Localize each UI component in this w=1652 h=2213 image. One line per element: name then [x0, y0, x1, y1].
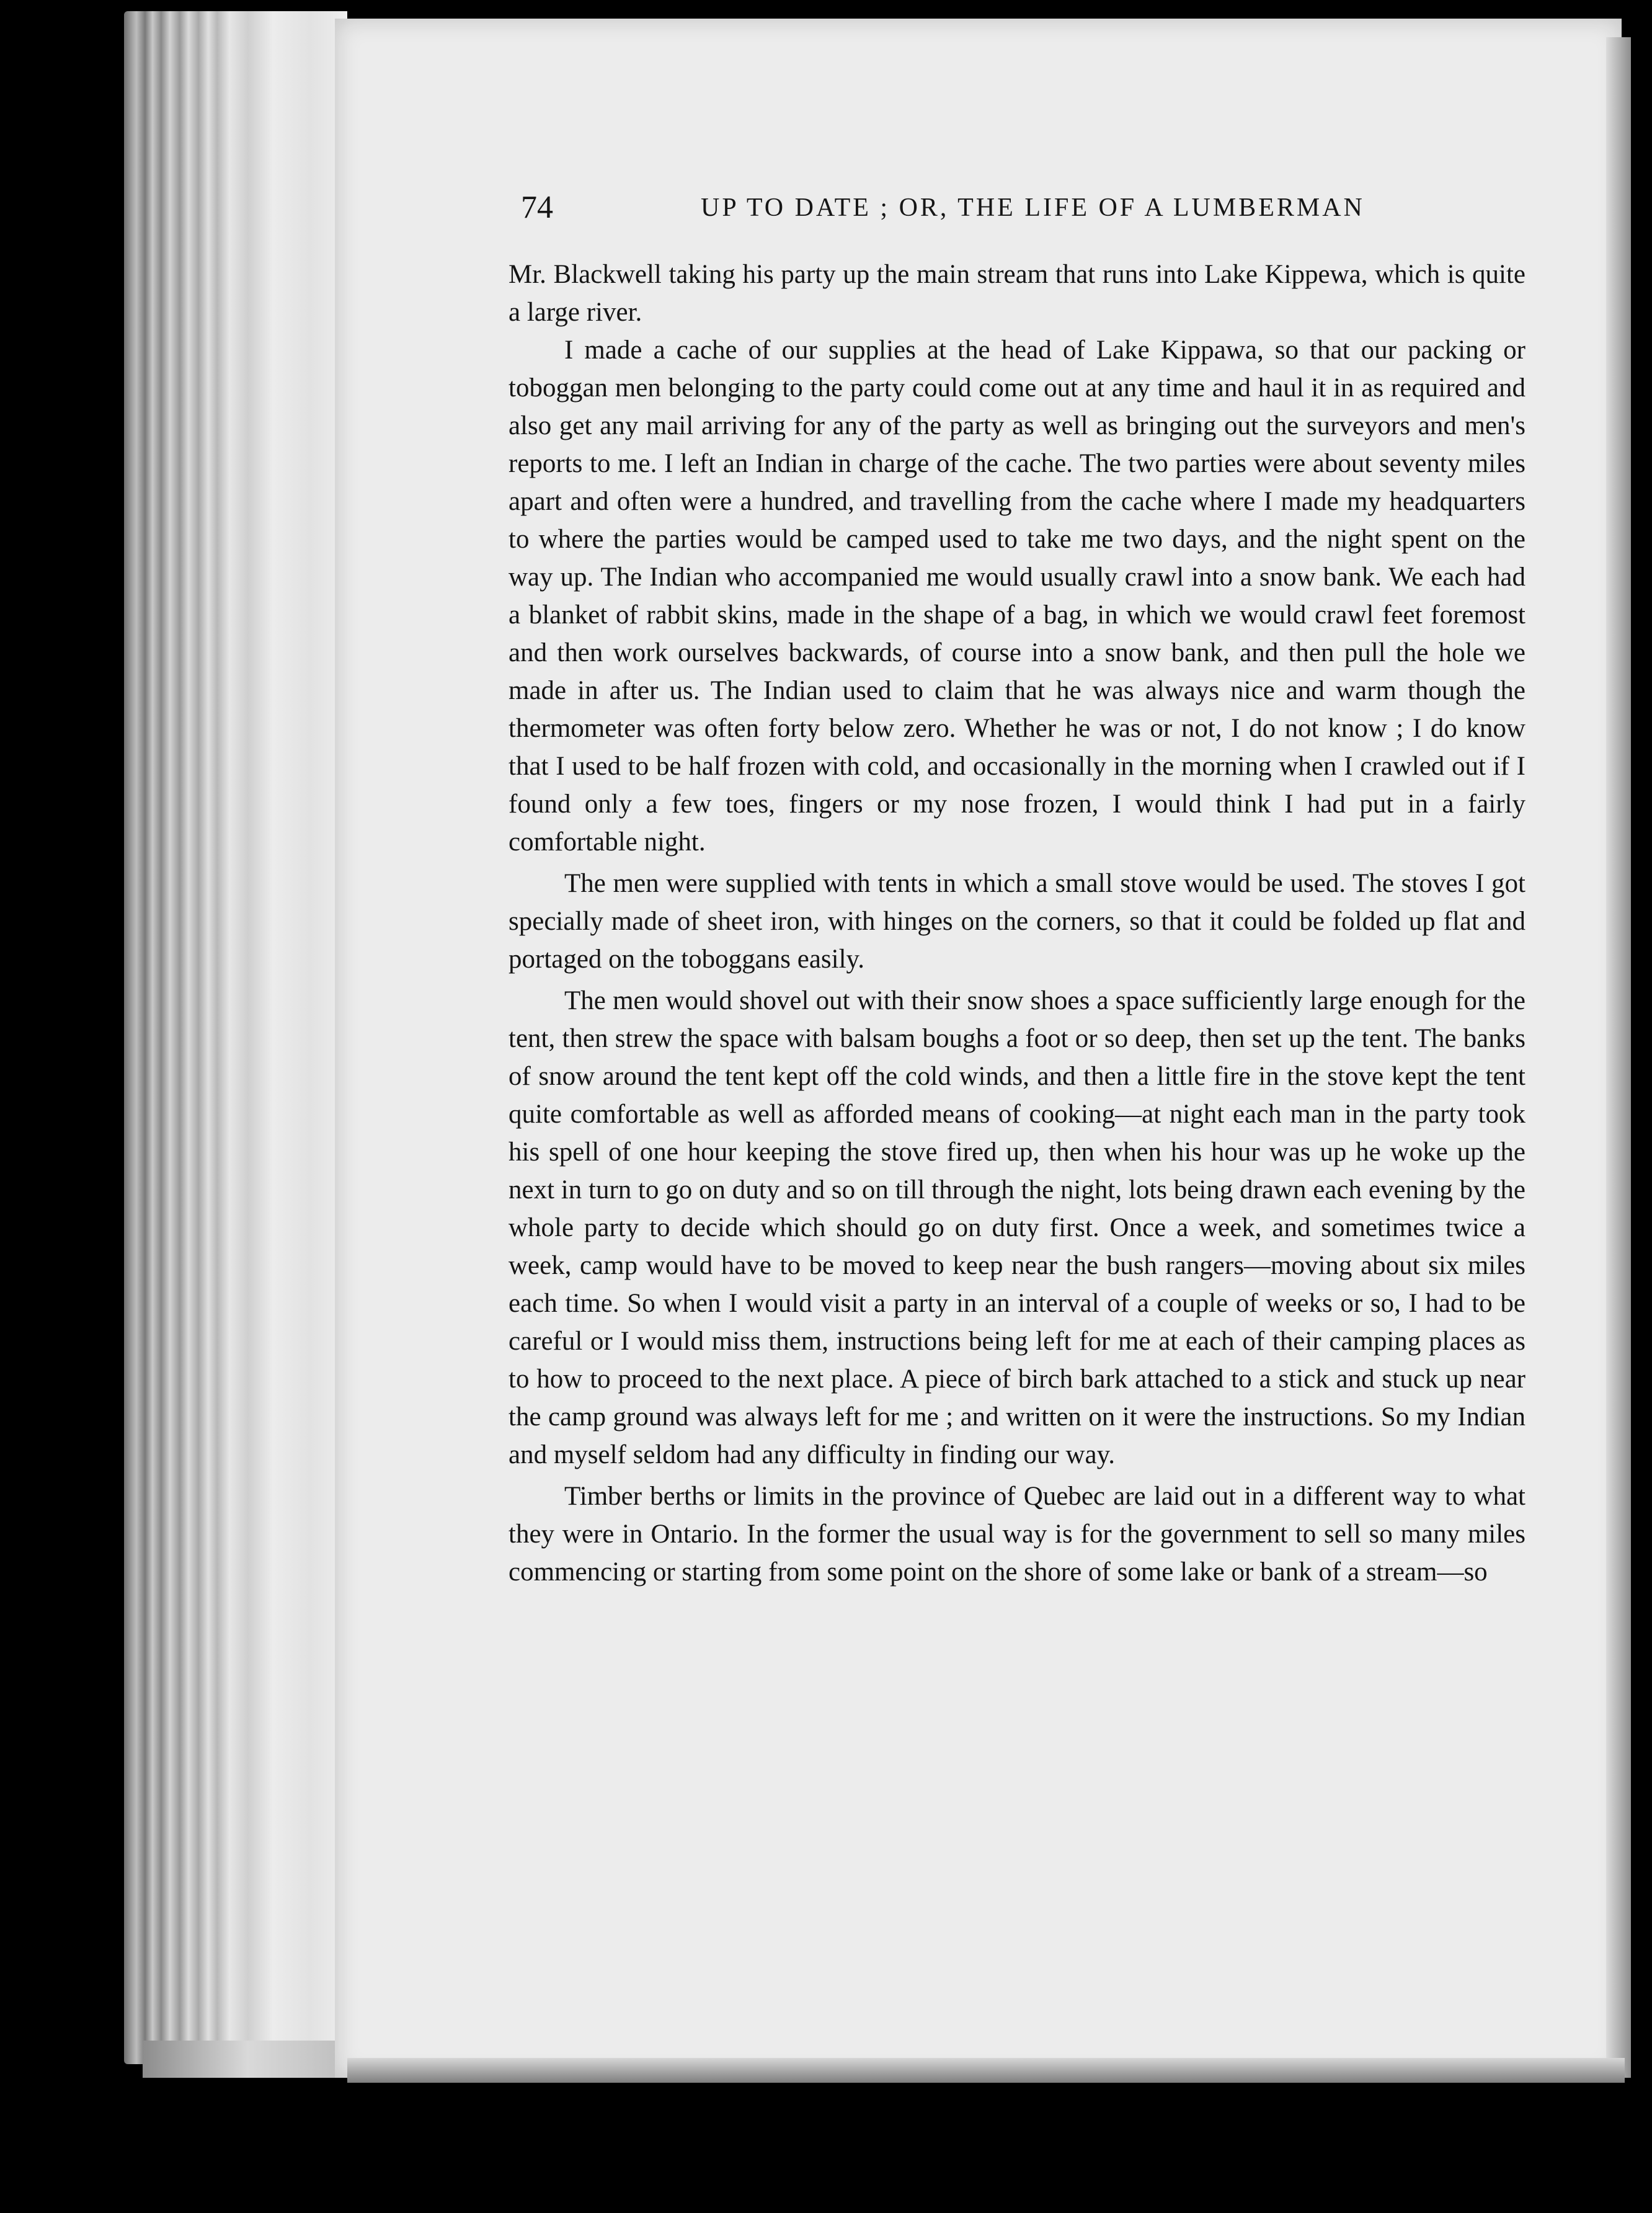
page-body-text	[508, 256, 1525, 1591]
running-head-title: UP TO DATE ; OR, THE LIFE OF A LUMBERMAN	[701, 194, 1365, 222]
page-stack-bottom	[143, 2041, 353, 2078]
page-right-edge	[1606, 37, 1631, 2078]
paragraph-tents: The men were supplied with tents in which a small stove would be used. The stoves I got specially made of sheet iron, with hinges on the corners, so that it could be folded up flat and portaged on the toboggans easily.	[508, 869, 1525, 974]
running-head	[521, 183, 1383, 233]
page-number: 74	[521, 190, 553, 225]
paragraph-camp: The men would shovel out with their snow shoes a space sufficiently large enough for the tent, then strew the space with balsam boughs a foot or so deep, then set up the tent. The banks of snow around the tent kept off the cold winds, and then a little fire in the stove kept the tent quite comfortable as well as afforded means of cooking—at night each man in the party took his spell of one hour keeping the stove fired up, then when his hour was up he woke up the next in turn to go on duty and so on till through the night, lots being drawn each evening by the whole party to decide which should go on duty first. Once a week, and sometimes twice a week, camp would have to be moved to keep near the bush rangers—moving about six miles each time. So when I would visit a party in an interval of a couple of weeks or so, I had to be careful or I would miss them, instructions being left for me at each of their camping places as to how to proceed to the next place. A piece of birch bark attached to a stick and stuck up near the camp ground was always left for me ; and written on it were the instructions. So my Indian and myself seldom had any difficulty in finding our way.	[508, 986, 1525, 1469]
paragraph-continued: Mr. Blackwell taking his party up the main stream that runs into Lake Kippewa, which is quite a large river.	[508, 260, 1525, 327]
page-bottom-edge	[347, 2058, 1625, 2083]
paragraph-cache: I made a cache of our supplies at the head of Lake Kippawa, so that our packing or toboggan men belonging to the party could come out at any time and haul it in as required and also get any mail arriving for any of the party as well as bringing out the surveyors and men's reports to me. I left an Indian in charge of the cache. The two parties were about seventy miles apart and often were a hundred, and travelling from the cache where I made my headquarters to where the parties would be camped used to take me two days, and the night spent on the way up. The Indian who accompanied me would usually crawl into a snow bank. We each had a blanket of rabbit skins, made in the shape of a bag, in which we would crawl feet foremost and then work ourselves backwards, of course into a snow bank, and then pull the hole we made in after us. The Indian used to claim that he was always nice and warm though the thermometer was often forty below zero. Whether he was or not, I do not know ; I do know that I used to be half frozen with cold, and occasionally in the morning when I crawled out if I found only a few toes, fingers or my nose frozen, I would think I had put in a fairly comfortable night.	[508, 336, 1525, 857]
page-stack-edges	[124, 11, 347, 2064]
paragraph-timber-berths: Timber berths or limits in the province of Quebec are laid out in a different way to what they were in Ontario. In the former the usual way is for the government to sell so many miles commencing or starting from some point on the shore of some lake or bank of a stream—so	[508, 1482, 1525, 1587]
